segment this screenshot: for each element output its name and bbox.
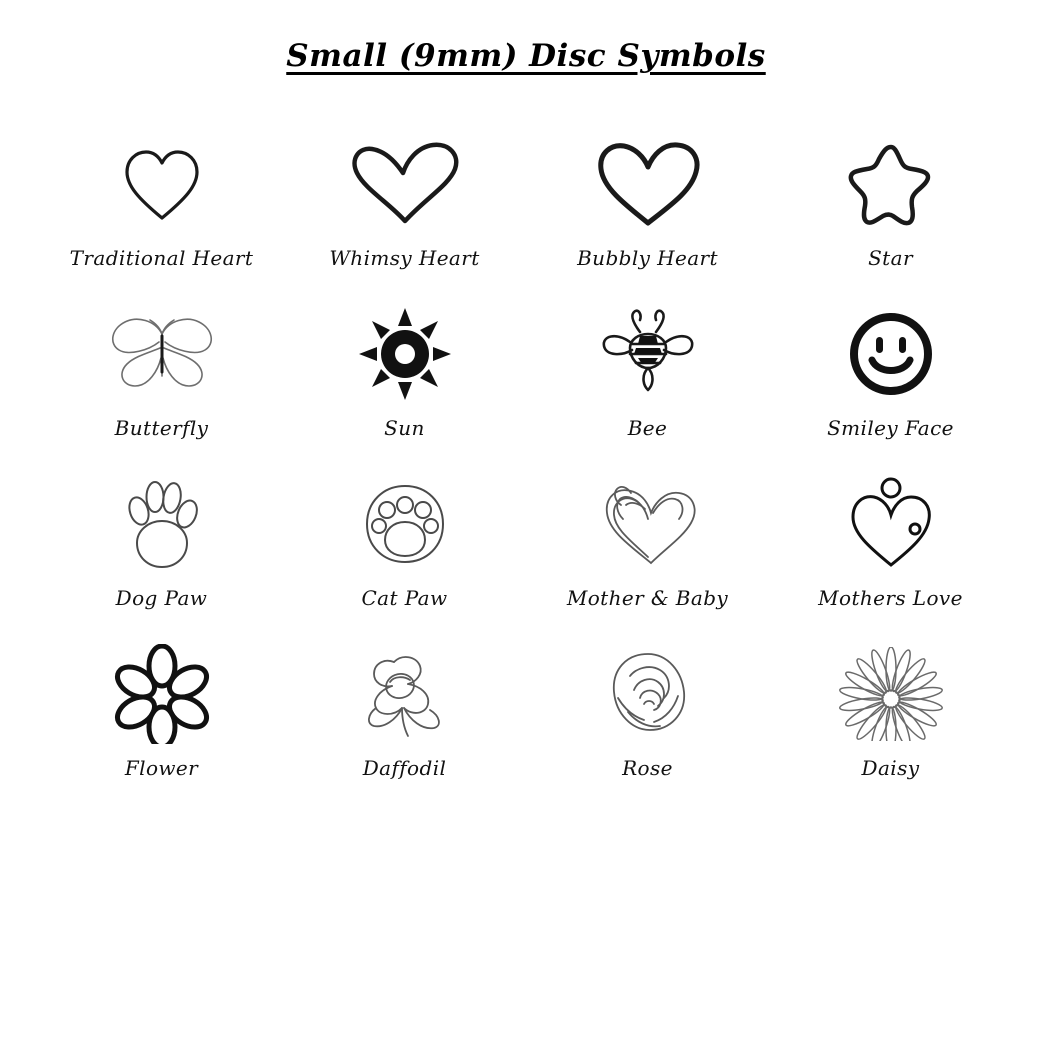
symbol-cell[interactable] xyxy=(283,306,526,476)
symbol-label: Bee xyxy=(627,416,668,440)
symbol-cell[interactable] xyxy=(40,136,283,306)
symbol-label: Daisy xyxy=(861,756,920,780)
symbol-label: Cat Paw xyxy=(361,586,448,610)
symbol-cell[interactable] xyxy=(526,306,769,476)
rose-icon xyxy=(598,646,698,742)
symbol-label: Mother & Baby xyxy=(566,586,729,610)
symbol-cell[interactable] xyxy=(769,136,1012,306)
symbol-label: Daffodil xyxy=(362,756,447,780)
dog-paw-icon xyxy=(117,476,207,572)
symbol-cell[interactable] xyxy=(769,306,1012,476)
daffodil-icon xyxy=(350,646,460,742)
bee-icon xyxy=(596,306,700,402)
symbol-cell[interactable] xyxy=(283,646,526,816)
cat-paw-icon xyxy=(357,476,453,572)
symbol-label: Smiley Face xyxy=(827,416,954,440)
star-icon xyxy=(846,136,936,232)
smiley-face-icon xyxy=(848,306,934,402)
symbol-cell[interactable] xyxy=(40,306,283,476)
symbol-cell[interactable] xyxy=(526,646,769,816)
symbol-label: Traditional Heart xyxy=(69,246,254,270)
whimsy-heart-icon xyxy=(345,136,465,232)
symbol-grid xyxy=(0,136,1052,816)
symbol-label: Flower xyxy=(124,756,199,780)
symbol-label: Sun xyxy=(384,416,425,440)
symbol-cell[interactable] xyxy=(769,646,1012,816)
symbol-label: Mothers Love xyxy=(818,586,963,610)
flower-icon xyxy=(112,646,212,742)
mothers-love-icon xyxy=(843,476,939,572)
butterfly-icon xyxy=(103,306,221,402)
daisy-icon xyxy=(838,646,944,742)
traditional-heart-icon xyxy=(119,136,205,232)
page-title: Small (9mm) Disc Symbols xyxy=(286,38,766,74)
mother-and-baby-icon xyxy=(593,476,703,572)
symbol-label: Dog Paw xyxy=(115,586,208,610)
symbol-label: Bubbly Heart xyxy=(577,246,718,270)
symbol-cell[interactable] xyxy=(283,476,526,646)
symbol-label: Star xyxy=(868,246,913,270)
symbol-cell[interactable] xyxy=(526,476,769,646)
symbol-cell[interactable] xyxy=(769,476,1012,646)
symbol-cell[interactable] xyxy=(283,136,526,306)
symbol-label: Rose xyxy=(622,756,673,780)
symbol-cell[interactable] xyxy=(526,136,769,306)
symbol-cell[interactable] xyxy=(40,646,283,816)
bubbly-heart-icon xyxy=(593,136,703,232)
sun-icon xyxy=(357,306,453,402)
symbol-label: Butterfly xyxy=(114,416,209,440)
symbol-label: Whimsy Heart xyxy=(329,246,480,270)
symbol-cell[interactable] xyxy=(40,476,283,646)
